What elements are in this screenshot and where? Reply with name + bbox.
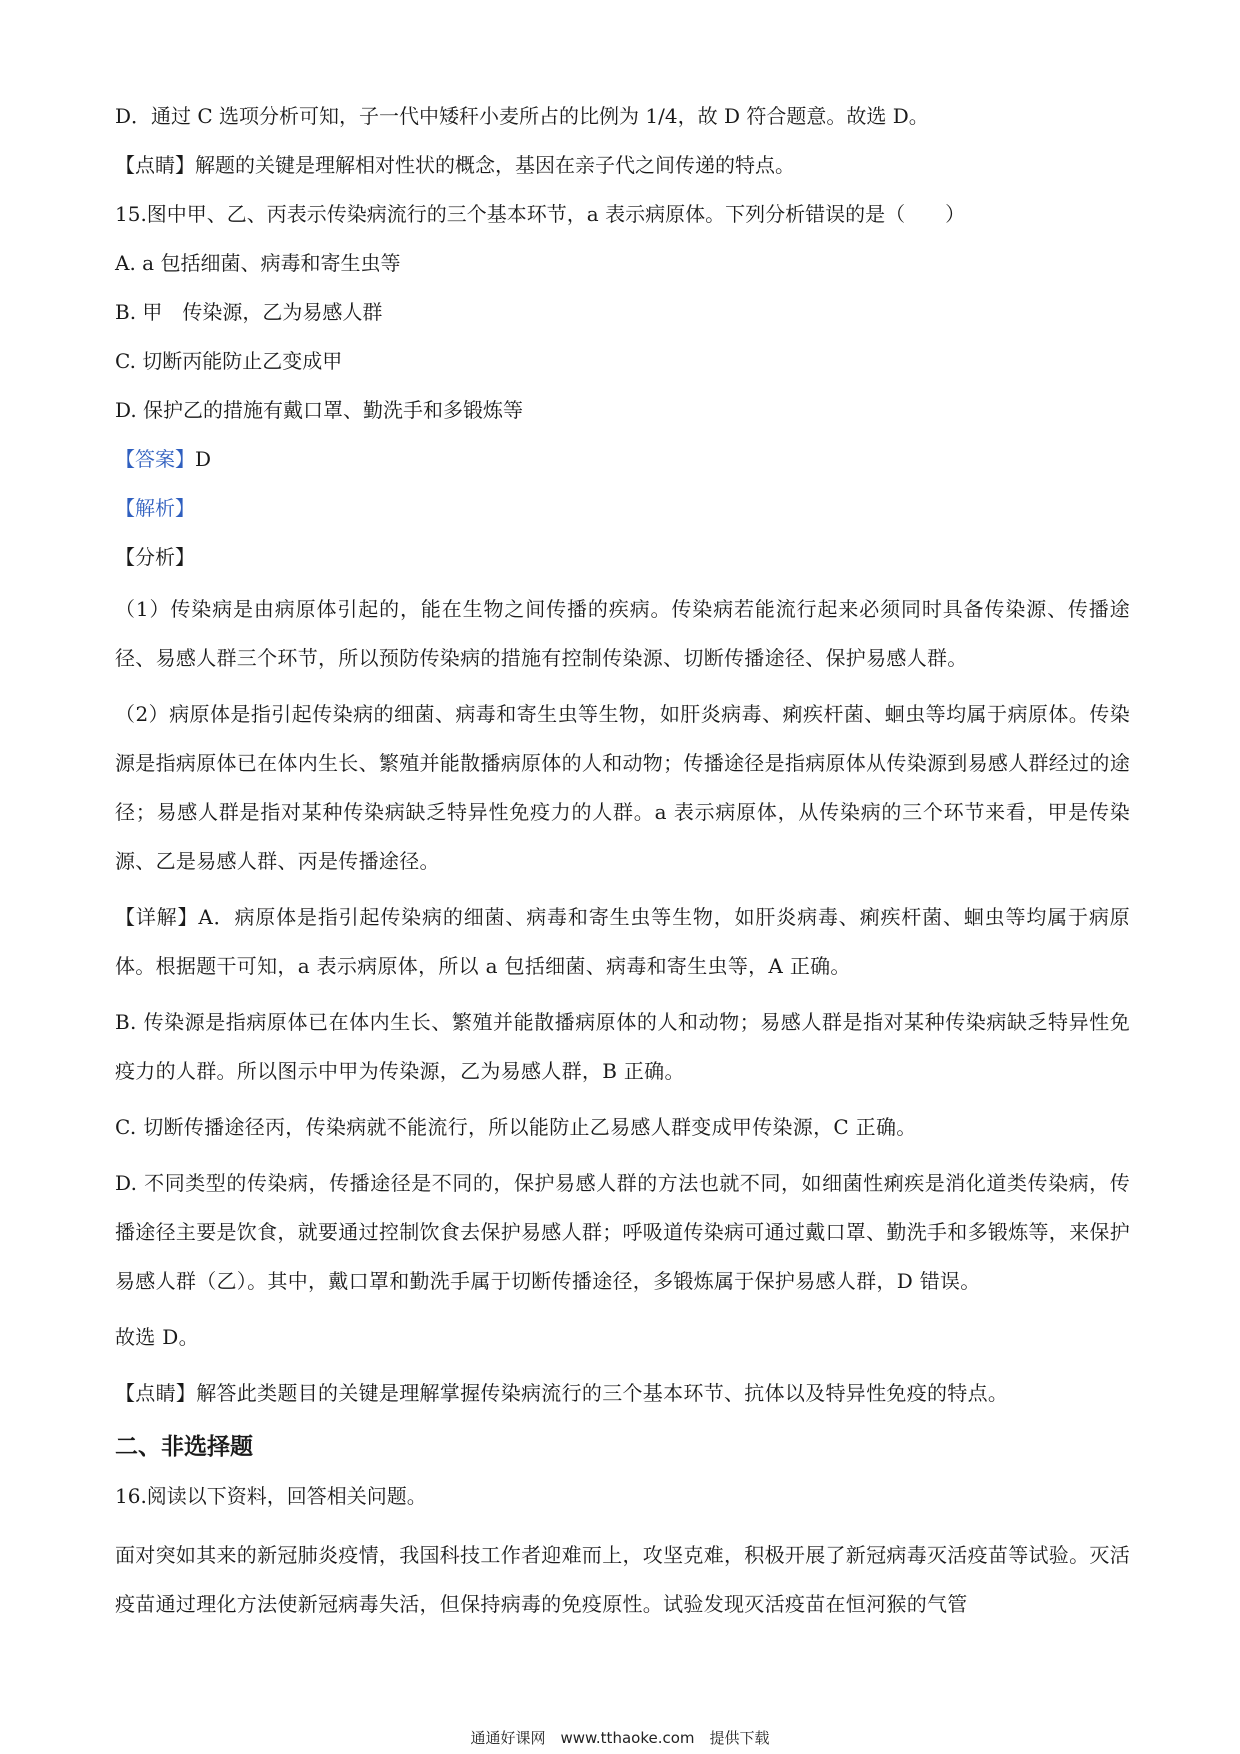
option-c: C. 切断丙能防止乙变成甲 (115, 349, 343, 373)
option-d-explanation: D．通过 C 选项分析可知，子一代中矮秆小麦所占的比例为 1/4，故 D 符合题意。故选 D。 (115, 104, 929, 128)
analysis-label: 【解析】 (115, 496, 195, 520)
fenxi-label: 【分析】 (115, 545, 195, 569)
option-d: D. 保护乙的措施有戴口罩、勤洗手和多锻炼等 (115, 398, 524, 422)
detail-paragraph-a: 【详解】A．病原体是指引起传染病的细菌、病毒和寄生虫等生物，如肝炎病毒、痢疾杆菌、蛔虫等均属于病原体。根据题干可知，a 表示病原体，所以 a 包括细菌、病毒和寄生虫等，A 正确。 (115, 905, 1130, 978)
answer-label: 【答案】 (115, 447, 195, 471)
footer-watermark: 通通好课网 www.tthaoke.com 提供下载 (470, 1729, 770, 1747)
detail-paragraph-c: C. 切断传播途径丙，传染病就不能流行，所以能防止乙易感人群变成甲传染源，C 正确。 (115, 1115, 917, 1139)
answer-value: D (195, 447, 212, 471)
section-heading: 二、非选择题 (115, 1434, 253, 1460)
document-page (115, 102, 1130, 1629)
answer-line (115, 445, 1130, 473)
analysis-paragraph-2: （2）病原体是指引起传染病的细菌、病毒和寄生虫等生物，如肝炎病毒、痢疾杆菌、蛔虫等均属于病原体。传染源是指病原体已在体内生长、繁殖并能散播病原体的人和动物；传播途径是指病原体从传染源到易感人群经过的途径；易感人群是指对某种传染病缺乏特异性免疫力的人群。a 表示病原体，从传染病的三个环节来看，甲是传染源、乙是易感人群、丙是传播途径。 (115, 702, 1130, 873)
question-16-stem: 16.阅读以下资料，回答相关问题。 (115, 1484, 427, 1508)
question-15-stem: 15.图中甲、乙、丙表示传染病流行的三个基本环节，a 表示病原体。下列分析错误的是（ ） (115, 202, 966, 226)
detail-paragraph-b: B. 传染源是指病原体已在体内生长、繁殖并能散播病原体的人和动物；易感人群是指对某种传染病缺乏特异性免疫力的人群。所以图示中甲为传染源，乙为易感人群，B 正确。 (115, 1010, 1130, 1083)
key-point-14: 【点睛】解题的关键是理解相对性状的概念，基因在亲子代之间传递的特点。 (115, 153, 795, 177)
question-16-material: 面对突如其来的新冠肺炎疫情，我国科技工作者迎难而上，攻坚克难，积极开展了新冠病毒灭活疫苗等试验。灭活疫苗通过理化方法使新冠病毒失活，但保持病毒的免疫原性。试验发现灭活疫苗在恒河猴的气管 (115, 1543, 1130, 1616)
key-point-15: 【点睛】解答此类题目的关键是理解掌握传染病流行的三个基本环节、抗体以及特异性免疫的特点。 (115, 1381, 1009, 1405)
option-a: A. a 包括细菌、病毒和寄生虫等 (115, 251, 401, 275)
analysis-paragraph-1: （1）传染病是由病原体引起的，能在生物之间传播的疾病。传染病若能流行起来必须同时具备传染源、传播途径、易感人群三个环节，所以预防传染病的措施有控制传染源、切断传播途径、保护易感人群。 (115, 597, 1130, 670)
option-b: B. 甲 传染源，乙为易感人群 (115, 300, 383, 324)
conclusion: 故选 D。 (115, 1325, 199, 1349)
detail-paragraph-d: D. 不同类型的传染病，传播途径是不同的，保护易感人群的方法也就不同，如细菌性痢疾是消化道类传染病，传播途径主要是饮食，就要通过控制饮食去保护易感人群；呼吸道传染病可通过戴口罩、勤洗手和多锻炼等，来保护易感人群（乙）。其中，戴口罩和勤洗手属于切断传播途径，多锻炼属于保护易感人群，D 错误。 (115, 1171, 1130, 1293)
